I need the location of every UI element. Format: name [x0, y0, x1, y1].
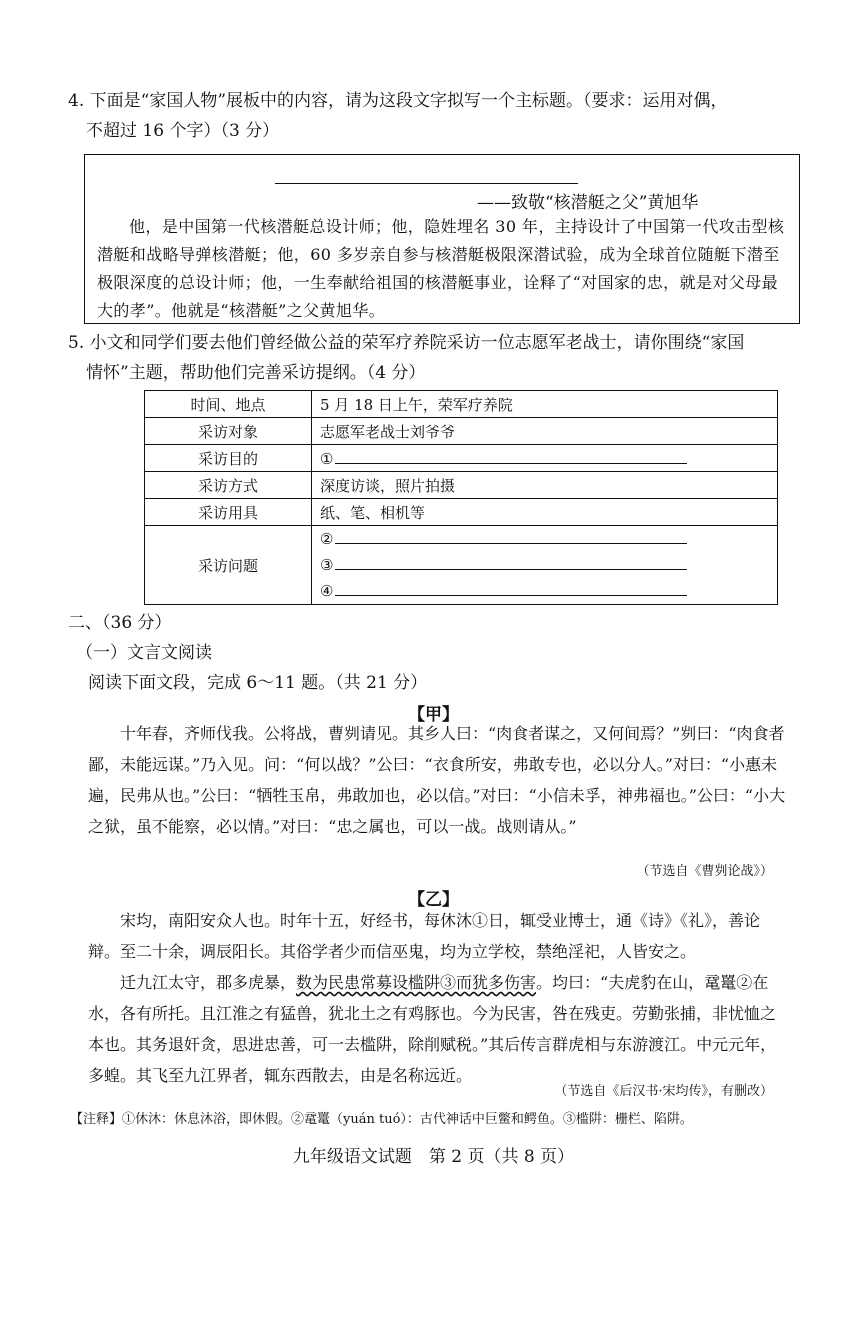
- answer-blank[interactable]: [335, 449, 687, 464]
- question-blank-line: [320, 526, 769, 552]
- row-value: 5 月 18 日上午，荣军疗养院: [312, 391, 778, 418]
- table-row: [145, 418, 778, 445]
- row-value: 深度访谈，照片拍摄: [312, 472, 778, 499]
- row-value: 志愿军老战士刘爷爷: [312, 418, 778, 445]
- passage-marker-jia: 【甲】: [408, 705, 459, 725]
- section-heading: 二、（36 分）: [68, 613, 172, 633]
- blank-number: ③: [320, 556, 334, 574]
- row-label: 时间、地点: [145, 391, 312, 418]
- question-5-line-1: 5. 小文和同学们要去他们曾经做公益的荣军疗养院采访一位志愿军老战士，请你围绕“家国: [68, 333, 745, 353]
- passage-marker-yi: 【乙】: [408, 890, 459, 910]
- exhibit-board: [84, 154, 800, 324]
- exhibit-text: 他，是中国第一代核潜艇总设计师；他，隐姓埋名 30 年，主持设计了中国第一代攻击型核潜艇和战略导弹核潜艇；他，60 多岁亲自参与核潜艇极限深潜试验，成为全球首位随艇下潜至极限深度的总设计师；他，一生奉献给祖国的核潜艇事业，诠释了“对国家的忠，就是对父母最大的孝”。他就是“核潜艇”之父黄旭华。: [97, 217, 785, 320]
- question-4-line-2: 不超过 16 个字）（3 分）: [86, 121, 280, 141]
- table-row: [145, 445, 778, 472]
- question-blank-line: [320, 552, 769, 578]
- passage-paragraph: 宋均，南阳安众人也。时年十五，好经书，每休沐①日，辄受业博士，通《诗》《礼》，善论辩。至二十余，调辰阳长。其俗学者少而信巫鬼，均为立学校，禁绝淫祀，人皆安之。: [88, 911, 761, 961]
- passage-paragraph: 十年春，齐师伐我。公将战，曹刿请见。其乡人曰：“肉食者谋之，又何间焉？”刿曰：“肉食者鄙，未能远谋。”乃入见。问：“何以战？”公曰：“衣食所安，弗敢专也，必以分人。”对曰：“小惠未遍，民弗从也。”公曰：“牺牲玉帛，弗敢加也，必以信。”对曰：“小信未孚，神弗福也。”公曰：“小大之狱，虽不能察，必以情。”对曰：“忠之属也，可以一战。战则请从。”: [88, 724, 786, 836]
- passage-paragraph: [88, 967, 788, 1091]
- answer-blank[interactable]: [335, 581, 687, 596]
- answer-blank[interactable]: [335, 555, 687, 570]
- blank-number: ④: [320, 582, 334, 600]
- row-label: 采访目的: [145, 445, 312, 472]
- blank-number: ②: [320, 530, 334, 548]
- row-value: 纸、笔、相机等: [312, 499, 778, 526]
- table-row: [145, 499, 778, 526]
- blank-number: ①: [320, 449, 334, 468]
- question-4-line-1: 4. 下面是“家国人物”展板中的内容，请为这段文字拟写一个主标题。（要求：运用对偶，: [68, 91, 728, 111]
- dedication: ——致敬“核潜艇之父”黄旭华: [477, 193, 699, 213]
- wavy-underlined-sentence: 数为民患常募设槛阱③而犹多伤害: [296, 973, 537, 992]
- row-label: 采访方式: [145, 472, 312, 499]
- subsection-heading: （一）文言文阅读: [76, 643, 212, 663]
- title-answer-line[interactable]: [275, 183, 578, 184]
- source-note: （节选自《后汉书·宋均传》，有删改）: [554, 1084, 773, 1099]
- question-5-line-2: 情怀”主题，帮助他们完善采访提纲。（4 分）: [86, 363, 426, 383]
- row-value: [312, 445, 778, 472]
- row-label: 采访用具: [145, 499, 312, 526]
- table-row: [145, 526, 778, 605]
- page-footer: 九年级语文试题 第 2 页（共 8 页）: [292, 1147, 575, 1167]
- answer-blank[interactable]: [335, 529, 687, 544]
- row-label: 采访问题: [145, 526, 312, 605]
- table-row: [145, 391, 778, 418]
- table-row: [145, 472, 778, 499]
- question-blank-line: [320, 578, 769, 604]
- text-segment: 。均曰：“夫虎豹在山，鼋鼍②在水，各有所托。且江淮之有猛兽，犹北土之有鸡豚也。今为民害，咎在残吏。劳勤张捕，非忧恤之本也。其务退奸贪，思进忠善，可一去槛阱，除削赋税。”其后传言群虎相与东游渡江。中元元年，多蝗。其飞至九江界者，辄东西散去，由是名称远近。: [88, 973, 777, 1085]
- row-value: [312, 526, 778, 605]
- row-label: 采访对象: [145, 418, 312, 445]
- annotation-note: 【注释】①休沐：休息沐浴，即休假。②鼋鼍（yuán tuó）：古代神话中巨鳖和鳄鱼。③槛阱：栅栏、陷阱。: [70, 1112, 693, 1127]
- source-note: （节选自《曹刿论战》）: [636, 864, 773, 879]
- reading-instruction: 阅读下面文段，完成 6～11 题。（共 21 分）: [88, 673, 428, 693]
- interview-outline-table: [144, 390, 778, 605]
- text-segment: 迁九江太守，郡多虎暴，: [120, 973, 297, 992]
- question-4: [68, 86, 798, 146]
- passage-jia: [88, 718, 788, 842]
- question-5: [68, 328, 798, 388]
- passage-yi: [88, 905, 788, 1091]
